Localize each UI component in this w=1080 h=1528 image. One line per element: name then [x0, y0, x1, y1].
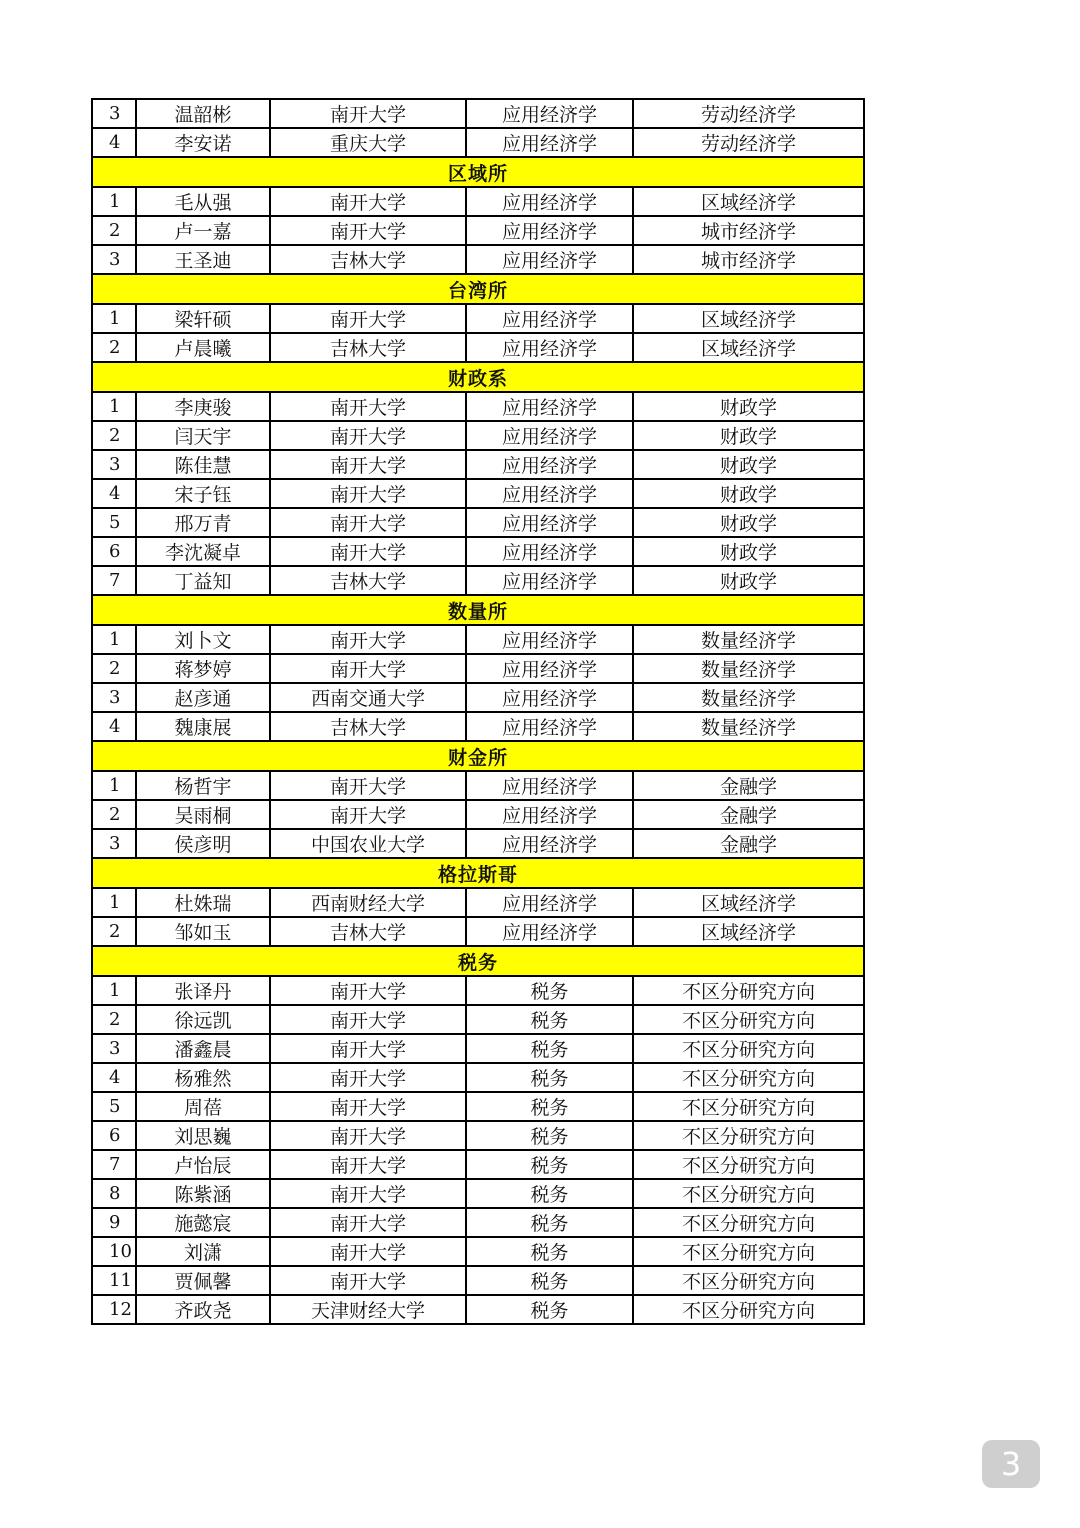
student-name-cell: 张译丹: [136, 976, 270, 1005]
student-name-cell: 潘鑫晨: [136, 1034, 270, 1063]
table-row: [92, 537, 864, 566]
university-cell: 南开大学: [270, 800, 466, 829]
university-cell: 吉林大学: [270, 917, 466, 946]
research-direction-cell: 金融学: [633, 771, 864, 800]
university-cell: 中国农业大学: [270, 829, 466, 858]
student-name-cell: 闫天宇: [136, 421, 270, 450]
table-row: [92, 421, 864, 450]
section-header-row: [92, 595, 864, 625]
student-name-cell: 李沈凝卓: [136, 537, 270, 566]
table-row: [92, 625, 864, 654]
student-name-cell: 宋子钰: [136, 479, 270, 508]
university-cell: 南开大学: [270, 1237, 466, 1266]
table-row: [92, 1034, 864, 1063]
university-cell: 南开大学: [270, 187, 466, 216]
student-name-cell: 王圣迪: [136, 245, 270, 274]
row-number-cell: 2: [92, 800, 136, 829]
research-direction-cell: 不区分研究方向: [633, 1150, 864, 1179]
table-row: [92, 1237, 864, 1266]
table-row: [92, 888, 864, 917]
table-row: [92, 99, 864, 128]
student-name-cell: 丁益知: [136, 566, 270, 595]
student-name-cell: 卢怡辰: [136, 1150, 270, 1179]
major-cell: 应用经济学: [466, 392, 633, 421]
row-number-cell: 1: [92, 187, 136, 216]
major-cell: 应用经济学: [466, 917, 633, 946]
table-row: [92, 128, 864, 157]
research-direction-cell: 不区分研究方向: [633, 1121, 864, 1150]
table-row: [92, 479, 864, 508]
table-row: [92, 216, 864, 245]
section-title: 数量所: [92, 595, 864, 625]
major-cell: 税务: [466, 1237, 633, 1266]
student-name-cell: 侯彦明: [136, 829, 270, 858]
student-name-cell: 陈紫涵: [136, 1179, 270, 1208]
section-title: 财金所: [92, 741, 864, 771]
major-cell: 应用经济学: [466, 479, 633, 508]
table-row: [92, 566, 864, 595]
table-row: [92, 712, 864, 741]
row-number-cell: 3: [92, 99, 136, 128]
section-header-row: [92, 274, 864, 304]
table-row: [92, 976, 864, 1005]
row-number-cell: 3: [92, 829, 136, 858]
major-cell: 税务: [466, 1295, 633, 1324]
student-name-cell: 刘潇: [136, 1237, 270, 1266]
row-number-cell: 1: [92, 771, 136, 800]
university-cell: 南开大学: [270, 1179, 466, 1208]
row-number-cell: 11: [92, 1266, 136, 1295]
research-direction-cell: 财政学: [633, 392, 864, 421]
research-direction-cell: 区域经济学: [633, 888, 864, 917]
research-direction-cell: 不区分研究方向: [633, 1063, 864, 1092]
major-cell: 应用经济学: [466, 508, 633, 537]
section-header-row: [92, 946, 864, 976]
table-row: [92, 800, 864, 829]
research-direction-cell: 财政学: [633, 450, 864, 479]
table-row: [92, 508, 864, 537]
table-row: [92, 245, 864, 274]
student-name-cell: 邹如玉: [136, 917, 270, 946]
table-row: [92, 829, 864, 858]
table-body: [92, 99, 864, 1324]
row-number-cell: 4: [92, 479, 136, 508]
row-number-cell: 1: [92, 976, 136, 1005]
row-number-cell: 6: [92, 537, 136, 566]
table-row: [92, 187, 864, 216]
section-title: 台湾所: [92, 274, 864, 304]
research-direction-cell: 财政学: [633, 537, 864, 566]
section-title: 税务: [92, 946, 864, 976]
student-name-cell: 梁轩硕: [136, 304, 270, 333]
table-row: [92, 1063, 864, 1092]
major-cell: 应用经济学: [466, 829, 633, 858]
major-cell: 税务: [466, 1266, 633, 1295]
student-name-cell: 徐远凯: [136, 1005, 270, 1034]
major-cell: 应用经济学: [466, 683, 633, 712]
student-name-cell: 毛从强: [136, 187, 270, 216]
research-direction-cell: 财政学: [633, 508, 864, 537]
major-cell: 税务: [466, 1150, 633, 1179]
research-direction-cell: 财政学: [633, 421, 864, 450]
university-cell: 南开大学: [270, 421, 466, 450]
student-name-cell: 蒋梦婷: [136, 654, 270, 683]
row-number-cell: 4: [92, 128, 136, 157]
research-direction-cell: 不区分研究方向: [633, 976, 864, 1005]
student-name-cell: 杨哲宇: [136, 771, 270, 800]
student-name-cell: 陈佳慧: [136, 450, 270, 479]
student-name-cell: 魏康展: [136, 712, 270, 741]
research-direction-cell: 金融学: [633, 800, 864, 829]
research-direction-cell: 数量经济学: [633, 683, 864, 712]
university-cell: 南开大学: [270, 654, 466, 683]
table-row: [92, 1295, 864, 1324]
student-name-cell: 吴雨桐: [136, 800, 270, 829]
table-row: [92, 1092, 864, 1121]
major-cell: 应用经济学: [466, 625, 633, 654]
row-number-cell: 3: [92, 245, 136, 274]
table-row: [92, 1150, 864, 1179]
row-number-cell: 5: [92, 508, 136, 537]
university-cell: 南开大学: [270, 392, 466, 421]
university-cell: 西南交通大学: [270, 683, 466, 712]
table-row: [92, 683, 864, 712]
university-cell: 南开大学: [270, 625, 466, 654]
research-direction-cell: 城市经济学: [633, 216, 864, 245]
major-cell: 应用经济学: [466, 187, 633, 216]
major-cell: 应用经济学: [466, 771, 633, 800]
research-direction-cell: 不区分研究方向: [633, 1266, 864, 1295]
major-cell: 应用经济学: [466, 450, 633, 479]
university-cell: 南开大学: [270, 450, 466, 479]
university-cell: 南开大学: [270, 1005, 466, 1034]
row-number-cell: 2: [92, 216, 136, 245]
major-cell: 应用经济学: [466, 245, 633, 274]
student-name-cell: 贾佩馨: [136, 1266, 270, 1295]
student-name-cell: 李庚骏: [136, 392, 270, 421]
student-name-cell: 邢万青: [136, 508, 270, 537]
student-name-cell: 施懿宸: [136, 1208, 270, 1237]
research-direction-cell: 区域经济学: [633, 333, 864, 362]
research-direction-cell: 财政学: [633, 479, 864, 508]
research-direction-cell: 数量经济学: [633, 625, 864, 654]
section-title: 格拉斯哥: [92, 858, 864, 888]
university-cell: 南开大学: [270, 1150, 466, 1179]
row-number-cell: 3: [92, 683, 136, 712]
student-name-cell: 周蓓: [136, 1092, 270, 1121]
university-cell: 吉林大学: [270, 333, 466, 362]
table-row: [92, 1208, 864, 1237]
major-cell: 应用经济学: [466, 304, 633, 333]
table-row: [92, 1266, 864, 1295]
row-number-cell: 2: [92, 917, 136, 946]
row-number-cell: 3: [92, 1034, 136, 1063]
research-direction-cell: 不区分研究方向: [633, 1237, 864, 1266]
research-direction-cell: 城市经济学: [633, 245, 864, 274]
student-name-cell: 卢晨曦: [136, 333, 270, 362]
student-name-cell: 李安诺: [136, 128, 270, 157]
row-number-cell: 2: [92, 333, 136, 362]
university-cell: 南开大学: [270, 1034, 466, 1063]
university-cell: 吉林大学: [270, 245, 466, 274]
university-cell: 重庆大学: [270, 128, 466, 157]
table-row: [92, 1179, 864, 1208]
research-direction-cell: 不区分研究方向: [633, 1034, 864, 1063]
row-number-cell: 12: [92, 1295, 136, 1324]
student-name-cell: 刘卜文: [136, 625, 270, 654]
university-cell: 西南财经大学: [270, 888, 466, 917]
student-name-cell: 赵彦通: [136, 683, 270, 712]
page-number-badge: 3: [982, 1440, 1040, 1488]
student-name-cell: 温韶彬: [136, 99, 270, 128]
section-header-row: [92, 741, 864, 771]
major-cell: 应用经济学: [466, 333, 633, 362]
university-cell: 南开大学: [270, 304, 466, 333]
section-header-row: [92, 157, 864, 187]
section-title: 区域所: [92, 157, 864, 187]
university-cell: 南开大学: [270, 508, 466, 537]
major-cell: 应用经济学: [466, 216, 633, 245]
major-cell: 税务: [466, 976, 633, 1005]
section-header-row: [92, 362, 864, 392]
row-number-cell: 1: [92, 888, 136, 917]
university-cell: 南开大学: [270, 1208, 466, 1237]
university-cell: 南开大学: [270, 216, 466, 245]
student-name-cell: 杜姝瑞: [136, 888, 270, 917]
major-cell: 税务: [466, 1063, 633, 1092]
research-direction-cell: 不区分研究方向: [633, 1092, 864, 1121]
table-row: [92, 392, 864, 421]
research-direction-cell: 区域经济学: [633, 187, 864, 216]
row-number-cell: 10: [92, 1237, 136, 1266]
section-header-row: [92, 858, 864, 888]
university-cell: 南开大学: [270, 1092, 466, 1121]
table-row: [92, 304, 864, 333]
major-cell: 应用经济学: [466, 800, 633, 829]
row-number-cell: 2: [92, 1005, 136, 1034]
student-name-cell: 卢一嘉: [136, 216, 270, 245]
row-number-cell: 6: [92, 1121, 136, 1150]
major-cell: 应用经济学: [466, 99, 633, 128]
research-direction-cell: 不区分研究方向: [633, 1179, 864, 1208]
research-direction-cell: 不区分研究方向: [633, 1208, 864, 1237]
major-cell: 应用经济学: [466, 566, 633, 595]
research-direction-cell: 区域经济学: [633, 304, 864, 333]
university-cell: 南开大学: [270, 537, 466, 566]
row-number-cell: 1: [92, 392, 136, 421]
row-number-cell: 2: [92, 654, 136, 683]
row-number-cell: 2: [92, 421, 136, 450]
research-direction-cell: 财政学: [633, 566, 864, 595]
major-cell: 税务: [466, 1034, 633, 1063]
major-cell: 应用经济学: [466, 421, 633, 450]
university-cell: 南开大学: [270, 1121, 466, 1150]
research-direction-cell: 数量经济学: [633, 712, 864, 741]
student-name-cell: 齐政尧: [136, 1295, 270, 1324]
row-number-cell: 3: [92, 450, 136, 479]
university-cell: 吉林大学: [270, 566, 466, 595]
table-row: [92, 450, 864, 479]
major-cell: 应用经济学: [466, 654, 633, 683]
major-cell: 税务: [466, 1092, 633, 1121]
row-number-cell: 8: [92, 1179, 136, 1208]
major-cell: 税务: [466, 1121, 633, 1150]
table-row: [92, 654, 864, 683]
university-cell: 南开大学: [270, 1266, 466, 1295]
major-cell: 税务: [466, 1005, 633, 1034]
table-row: [92, 771, 864, 800]
admission-list-table: [91, 98, 865, 1325]
row-number-cell: 7: [92, 1150, 136, 1179]
university-cell: 南开大学: [270, 1063, 466, 1092]
major-cell: 应用经济学: [466, 888, 633, 917]
major-cell: 税务: [466, 1208, 633, 1237]
student-name-cell: 杨雅然: [136, 1063, 270, 1092]
row-number-cell: 1: [92, 625, 136, 654]
row-number-cell: 4: [92, 1063, 136, 1092]
university-cell: 南开大学: [270, 99, 466, 128]
table-row: [92, 333, 864, 362]
research-direction-cell: 劳动经济学: [633, 128, 864, 157]
row-number-cell: 5: [92, 1092, 136, 1121]
row-number-cell: 1: [92, 304, 136, 333]
major-cell: 应用经济学: [466, 128, 633, 157]
row-number-cell: 9: [92, 1208, 136, 1237]
row-number-cell: 4: [92, 712, 136, 741]
research-direction-cell: 不区分研究方向: [633, 1295, 864, 1324]
major-cell: 税务: [466, 1179, 633, 1208]
university-cell: 南开大学: [270, 479, 466, 508]
research-direction-cell: 劳动经济学: [633, 99, 864, 128]
student-name-cell: 刘思巍: [136, 1121, 270, 1150]
university-cell: 天津财经大学: [270, 1295, 466, 1324]
table-row: [92, 917, 864, 946]
major-cell: 应用经济学: [466, 537, 633, 566]
section-title: 财政系: [92, 362, 864, 392]
university-cell: 南开大学: [270, 976, 466, 1005]
research-direction-cell: 区域经济学: [633, 917, 864, 946]
university-cell: 南开大学: [270, 771, 466, 800]
university-cell: 吉林大学: [270, 712, 466, 741]
major-cell: 应用经济学: [466, 712, 633, 741]
research-direction-cell: 不区分研究方向: [633, 1005, 864, 1034]
research-direction-cell: 金融学: [633, 829, 864, 858]
table-row: [92, 1005, 864, 1034]
table-row: [92, 1121, 864, 1150]
research-direction-cell: 数量经济学: [633, 654, 864, 683]
row-number-cell: 7: [92, 566, 136, 595]
